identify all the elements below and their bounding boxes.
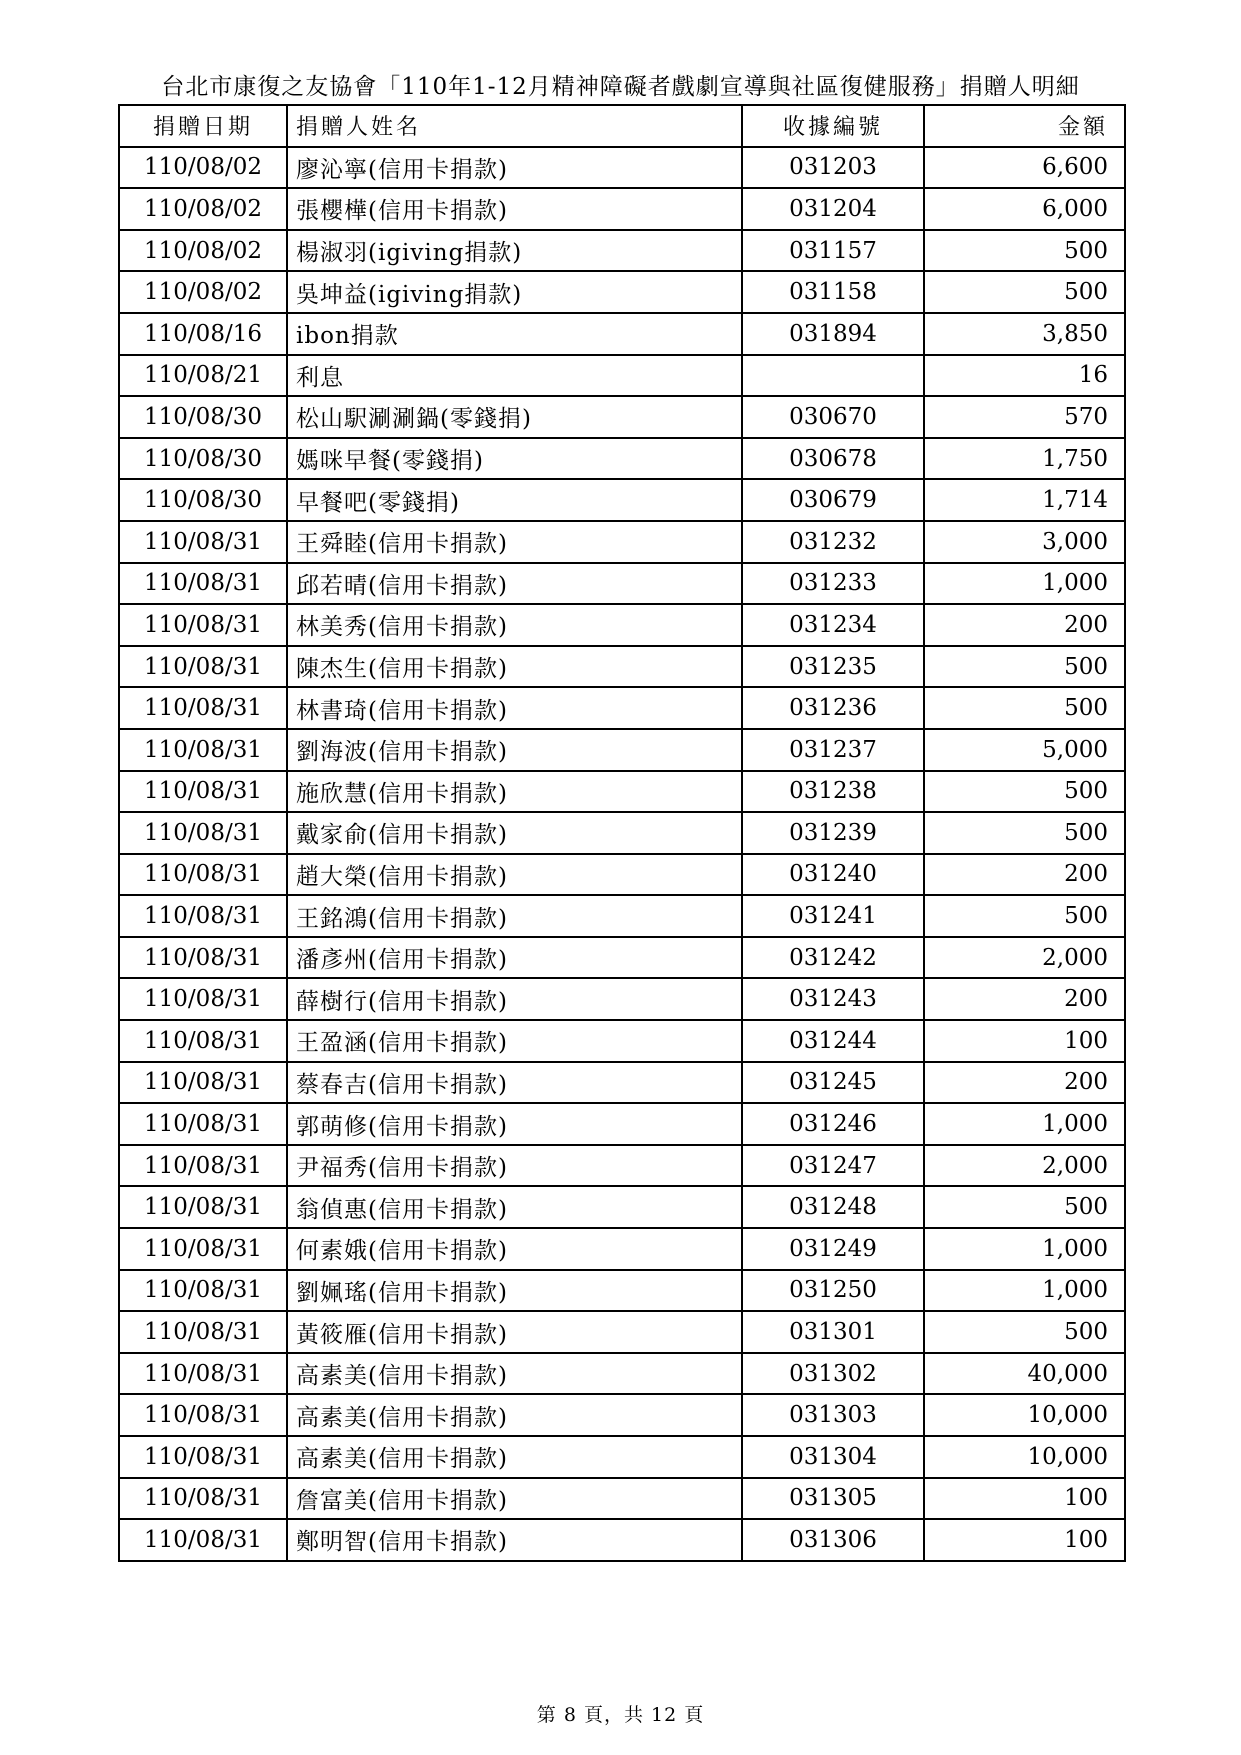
cell-date: 110/08/31 <box>119 1311 287 1353</box>
header-date: 捐贈日期 <box>119 105 287 147</box>
table-row <box>119 1478 1125 1520</box>
cell-name: 邱若晴(信用卡捐款) <box>287 563 742 605</box>
table-row <box>119 854 1125 896</box>
cell-receipt: 031894 <box>742 313 924 355</box>
cell-date: 110/08/31 <box>119 1519 287 1561</box>
cell-receipt: 031304 <box>742 1436 924 1478</box>
table-row <box>119 937 1125 979</box>
cell-name: 王舜睦(信用卡捐款) <box>287 521 742 563</box>
table-row <box>119 396 1125 438</box>
cell-receipt: 031234 <box>742 604 924 646</box>
cell-name: 翁偵惠(信用卡捐款) <box>287 1186 742 1228</box>
cell-date: 110/08/02 <box>119 271 287 313</box>
table-row <box>119 687 1125 729</box>
cell-date: 110/08/31 <box>119 1145 287 1187</box>
cell-amount: 2,000 <box>924 937 1125 979</box>
table-row <box>119 147 1125 189</box>
cell-amount: 3,850 <box>924 313 1125 355</box>
cell-date: 110/08/31 <box>119 1020 287 1062</box>
page-number: 第 8 頁，共 12 頁 <box>536 1704 705 1726</box>
cell-amount: 10,000 <box>924 1394 1125 1436</box>
cell-date: 110/08/31 <box>119 1436 287 1478</box>
cell-receipt: 031245 <box>742 1062 924 1104</box>
cell-name: 媽咪早餐(零錢捐) <box>287 438 742 480</box>
table-row <box>119 188 1125 230</box>
table-row <box>119 1270 1125 1312</box>
cell-name: 楊淑羽(igiving捐款) <box>287 230 742 272</box>
cell-receipt: 031232 <box>742 521 924 563</box>
cell-receipt: 031305 <box>742 1478 924 1520</box>
cell-amount: 500 <box>924 771 1125 813</box>
cell-amount: 500 <box>924 687 1125 729</box>
table-row <box>119 1062 1125 1104</box>
cell-receipt: 031158 <box>742 271 924 313</box>
cell-name: 趙大榮(信用卡捐款) <box>287 854 742 896</box>
document-title: 台北市康復之友協會「110年1-12月精神障礙者戲劇宣導與社區復健服務」捐贈人明細 <box>161 74 1080 100</box>
cell-amount: 6,600 <box>924 147 1125 189</box>
table-row <box>119 1394 1125 1436</box>
cell-name: 戴家俞(信用卡捐款) <box>287 812 742 854</box>
cell-amount: 200 <box>924 978 1125 1020</box>
cell-amount: 5,000 <box>924 729 1125 771</box>
table-row <box>119 313 1125 355</box>
cell-receipt: 031249 <box>742 1228 924 1270</box>
cell-receipt: 031157 <box>742 230 924 272</box>
cell-amount: 500 <box>924 1186 1125 1228</box>
cell-receipt: 031233 <box>742 563 924 605</box>
cell-date: 110/08/31 <box>119 1228 287 1270</box>
table-row <box>119 355 1125 397</box>
cell-name: 何素娥(信用卡捐款) <box>287 1228 742 1270</box>
cell-date: 110/08/31 <box>119 937 287 979</box>
cell-date: 110/08/31 <box>119 895 287 937</box>
cell-amount: 6,000 <box>924 188 1125 230</box>
cell-name: 林書琦(信用卡捐款) <box>287 687 742 729</box>
cell-receipt: 031243 <box>742 978 924 1020</box>
header-amount: 金額 <box>924 105 1125 147</box>
cell-name: 高素美(信用卡捐款) <box>287 1394 742 1436</box>
table-row <box>119 812 1125 854</box>
cell-amount: 40,000 <box>924 1353 1125 1395</box>
cell-date: 110/08/31 <box>119 646 287 688</box>
cell-name: 劉海波(信用卡捐款) <box>287 729 742 771</box>
table-row <box>119 1020 1125 1062</box>
cell-date: 110/08/02 <box>119 230 287 272</box>
cell-receipt: 031242 <box>742 937 924 979</box>
cell-amount: 500 <box>924 230 1125 272</box>
cell-name: 松山駅涮涮鍋(零錢捐) <box>287 396 742 438</box>
cell-date: 110/08/31 <box>119 812 287 854</box>
table-row <box>119 1311 1125 1353</box>
cell-name: 郭萌修(信用卡捐款) <box>287 1103 742 1145</box>
cell-receipt: 031250 <box>742 1270 924 1312</box>
cell-amount: 1,714 <box>924 479 1125 521</box>
cell-receipt: 031248 <box>742 1186 924 1228</box>
cell-receipt: 031241 <box>742 895 924 937</box>
cell-name: 林美秀(信用卡捐款) <box>287 604 742 646</box>
cell-amount: 100 <box>924 1020 1125 1062</box>
cell-receipt: 031240 <box>742 854 924 896</box>
table-row <box>119 230 1125 272</box>
cell-amount: 500 <box>924 271 1125 313</box>
cell-date: 110/08/31 <box>119 729 287 771</box>
cell-amount: 500 <box>924 646 1125 688</box>
cell-amount: 2,000 <box>924 1145 1125 1187</box>
cell-amount: 1,000 <box>924 1103 1125 1145</box>
cell-amount: 1,000 <box>924 1270 1125 1312</box>
cell-amount: 100 <box>924 1478 1125 1520</box>
table-row <box>119 729 1125 771</box>
cell-receipt: 031301 <box>742 1311 924 1353</box>
cell-receipt: 031237 <box>742 729 924 771</box>
cell-date: 110/08/30 <box>119 396 287 438</box>
cell-amount: 10,000 <box>924 1436 1125 1478</box>
cell-date: 110/08/31 <box>119 1353 287 1395</box>
table-row <box>119 271 1125 313</box>
cell-date: 110/08/31 <box>119 1270 287 1312</box>
table-row <box>119 1436 1125 1478</box>
cell-date: 110/08/31 <box>119 854 287 896</box>
cell-receipt: 031203 <box>742 147 924 189</box>
table-row <box>119 1145 1125 1187</box>
cell-name: 王盈涵(信用卡捐款) <box>287 1020 742 1062</box>
cell-date: 110/08/31 <box>119 771 287 813</box>
cell-name: 張櫻樺(信用卡捐款) <box>287 188 742 230</box>
table-header-row <box>119 105 1125 147</box>
table-row <box>119 646 1125 688</box>
table-row <box>119 438 1125 480</box>
cell-name: 薛樹行(信用卡捐款) <box>287 978 742 1020</box>
cell-date: 110/08/31 <box>119 1394 287 1436</box>
header-receipt: 收據編號 <box>742 105 924 147</box>
cell-receipt: 031236 <box>742 687 924 729</box>
cell-date: 110/08/31 <box>119 1103 287 1145</box>
table-row <box>119 563 1125 605</box>
table-row <box>119 978 1125 1020</box>
table-row <box>119 604 1125 646</box>
cell-name: 尹福秀(信用卡捐款) <box>287 1145 742 1187</box>
cell-date: 110/08/31 <box>119 563 287 605</box>
cell-amount: 3,000 <box>924 521 1125 563</box>
cell-receipt: 031302 <box>742 1353 924 1395</box>
cell-amount: 16 <box>924 355 1125 397</box>
table-row <box>119 1353 1125 1395</box>
cell-receipt <box>742 355 924 397</box>
cell-amount: 200 <box>924 1062 1125 1104</box>
cell-receipt: 031204 <box>742 188 924 230</box>
header-name: 捐贈人姓名 <box>287 105 742 147</box>
table-row <box>119 1519 1125 1561</box>
cell-receipt: 031306 <box>742 1519 924 1561</box>
cell-receipt: 031303 <box>742 1394 924 1436</box>
cell-date: 110/08/31 <box>119 1478 287 1520</box>
cell-name: 施欣慧(信用卡捐款) <box>287 771 742 813</box>
cell-name: 高素美(信用卡捐款) <box>287 1436 742 1478</box>
cell-receipt: 031239 <box>742 812 924 854</box>
cell-receipt: 030678 <box>742 438 924 480</box>
cell-date: 110/08/30 <box>119 438 287 480</box>
cell-amount: 200 <box>924 604 1125 646</box>
cell-name: 利息 <box>287 355 742 397</box>
cell-name: 詹富美(信用卡捐款) <box>287 1478 742 1520</box>
cell-name: 王銘鴻(信用卡捐款) <box>287 895 742 937</box>
cell-receipt: 030670 <box>742 396 924 438</box>
cell-date: 110/08/16 <box>119 313 287 355</box>
cell-name: 劉姵瑤(信用卡捐款) <box>287 1270 742 1312</box>
cell-name: 陳杰生(信用卡捐款) <box>287 646 742 688</box>
cell-name: 吳坤益(igiving捐款) <box>287 271 742 313</box>
cell-date: 110/08/31 <box>119 1062 287 1104</box>
cell-name: 鄭明智(信用卡捐款) <box>287 1519 742 1561</box>
table-row <box>119 1186 1125 1228</box>
cell-amount: 500 <box>924 812 1125 854</box>
cell-date: 110/08/31 <box>119 978 287 1020</box>
cell-date: 110/08/30 <box>119 479 287 521</box>
cell-receipt: 031238 <box>742 771 924 813</box>
cell-name: 黃筱雁(信用卡捐款) <box>287 1311 742 1353</box>
cell-name: ibon捐款 <box>287 313 742 355</box>
donor-table <box>118 104 1126 1562</box>
cell-amount: 1,750 <box>924 438 1125 480</box>
cell-amount: 1,000 <box>924 1228 1125 1270</box>
cell-amount: 1,000 <box>924 563 1125 605</box>
table-row <box>119 479 1125 521</box>
cell-name: 早餐吧(零錢捐) <box>287 479 742 521</box>
cell-receipt: 031244 <box>742 1020 924 1062</box>
cell-date: 110/08/31 <box>119 521 287 563</box>
cell-name: 高素美(信用卡捐款) <box>287 1353 742 1395</box>
cell-date: 110/08/31 <box>119 1186 287 1228</box>
table-row <box>119 1103 1125 1145</box>
cell-receipt: 031235 <box>742 646 924 688</box>
cell-date: 110/08/21 <box>119 355 287 397</box>
table-row <box>119 771 1125 813</box>
cell-receipt: 031247 <box>742 1145 924 1187</box>
table-row <box>119 1228 1125 1270</box>
cell-amount: 200 <box>924 854 1125 896</box>
table-row <box>119 521 1125 563</box>
cell-name: 廖沁寧(信用卡捐款) <box>287 147 742 189</box>
cell-receipt: 031246 <box>742 1103 924 1145</box>
cell-amount: 570 <box>924 396 1125 438</box>
cell-name: 蔡春吉(信用卡捐款) <box>287 1062 742 1104</box>
cell-receipt: 030679 <box>742 479 924 521</box>
table-row <box>119 895 1125 937</box>
cell-date: 110/08/02 <box>119 147 287 189</box>
cell-amount: 500 <box>924 1311 1125 1353</box>
cell-amount: 500 <box>924 895 1125 937</box>
table-body <box>119 147 1125 1561</box>
cell-date: 110/08/02 <box>119 188 287 230</box>
cell-date: 110/08/31 <box>119 687 287 729</box>
cell-name: 潘彥州(信用卡捐款) <box>287 937 742 979</box>
cell-amount: 100 <box>924 1519 1125 1561</box>
cell-date: 110/08/31 <box>119 604 287 646</box>
